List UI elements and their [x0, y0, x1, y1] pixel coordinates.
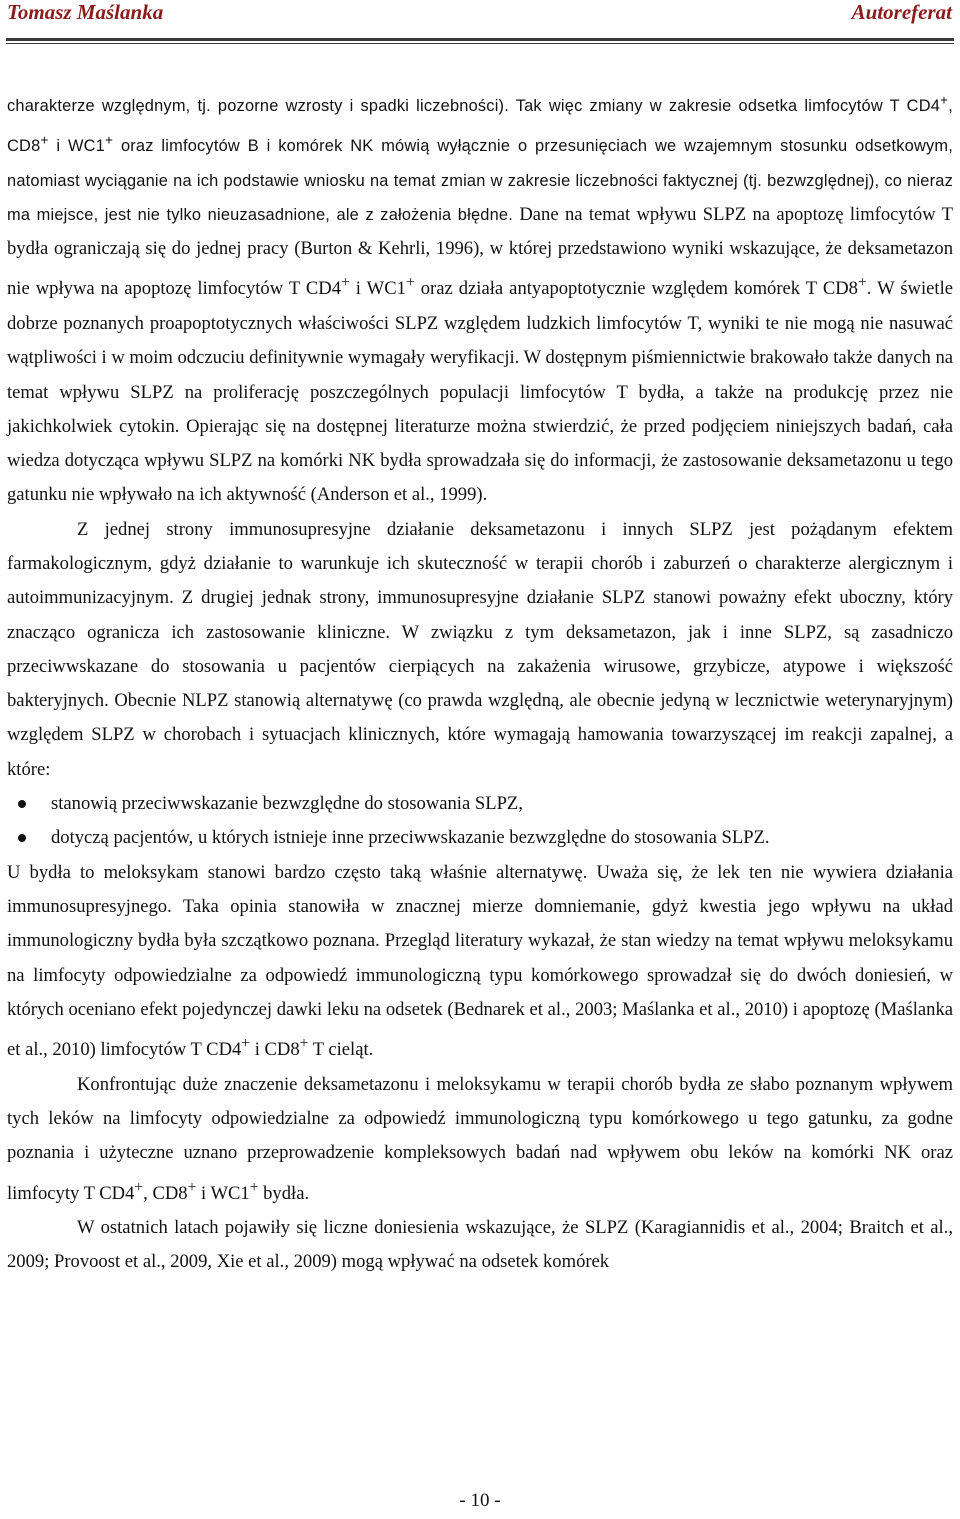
paragraph-2: Z jednej strony immunosupresyjne działanie deksametazonu i innych SLPZ jest pożądanym efektem farmakologicznym, gdyż działanie to warunkuje ich skuteczność w terapii chorób i zaburzeń o charakterze alergicznym i autoimmunizacyjnym. Z drugiej jednak strony, immunosupresyjne działanie SLPZ stanowi poważny efekt uboczny, który znacząco ogranicza ich zastosowanie kliniczne. W związku z tym deksametazon, jak i inne SLPZ, są zasadniczo przeciwwskazane do stosowania u pacjentów cierpiących na zakażenia wirusowe, grzybicze, atypowe i większość bakteryjnych. Obecnie NLPZ stanowią alternatywę (co prawda względną, ale obecnie jedyną w lecznictwie weterynaryjnym) względem SLPZ w chorobach i sytuacjach klinicznych, które wymagają hamowania towarzyszącej im reakcji zapalnej, a które: [7, 518, 953, 780]
paragraph-4 [7, 1068, 953, 1211]
text-run: i CD8 [250, 1039, 300, 1061]
text-run: oraz limfocytów B i komórek NK mówią wyłącznie o przesunięciach we wzajemnym stosunku odsetkowym, natomiast wyciąganie na ich podstawie wniosku na temat zmian w zakresie liczebności faktycznej (tj. bezwzględnej), co nieraz ma miejsce, jest nie tylko nieuzasadnione, ale z założenia błędne. [7, 137, 953, 224]
header-rule [6, 38, 954, 41]
superscript: + [241, 1035, 251, 1053]
header-document-title: Autoreferat [851, 0, 952, 24]
list-item [7, 787, 953, 821]
text-run: i WC1 [349, 278, 406, 300]
superscript: + [405, 274, 415, 292]
header-author: Tomasz Maślanka [7, 0, 164, 24]
document-body [7, 84, 953, 1280]
paragraph-5: W ostatnich latach pojawiły się liczne doniesienia wskazujące, że SLPZ (Karagiannidis et al., 2004; Braitch et al., 2009; Provoost et al., 2009, Xie et al., 2009) mogą wpływać na odsetek komórek [7, 1217, 953, 1273]
text-run: T cieląt. [308, 1039, 374, 1061]
text-run: . W świetle dobrze poznanych proapoptotycznych właściwości SLPZ względem ludzkich limfocytów T, wyniki te nie mogą nie nasuwać wątpliwości i w moim odczuciu definitywnie wymagały weryfikacji. W dostępnym piśmiennictwie brakowało także danych na temat wpływu SLPZ na proliferację poszczególnych populacji limfocytów T bydła, a także na produkcję przez nie jakichkolwiek cytokin. Opierając się na dostępnej literaturze można stwierdzić, że przed podjęciem niniejszych badań, cała wiedza dotycząca wpływu SLPZ na komórki NK bydła sprowadzała się do informacji, że zastosowanie deksametazonu u tego gatunku nie wpływało na ich aktywność (Anderson et al., 1999). [7, 278, 953, 506]
text-run: charakterze względnym, tj. pozorne wzrosty i spadki liczebności). Tak więc zmiany w zakresie odsetka limfocytów T CD4 [7, 97, 941, 116]
superscript: + [40, 132, 49, 148]
header-rule-thin [6, 43, 954, 44]
text-run: Dane na temat wpływu SLPZ na apoptozę limfocytów T bydła ograniczają się do jednej pracy (Burton & Kehrli, 1996), w której przedstawiono wyniki wskazujące, że deksametazon nie wpływa na apoptozę limfocytów T CD4 [7, 203, 953, 300]
superscript: + [299, 1035, 309, 1053]
text-run: i WC1 [48, 137, 105, 156]
superscript: + [105, 132, 114, 148]
superscript: + [940, 93, 949, 108]
page-header [0, 0, 960, 36]
text-run: U bydła to meloksykam stanowi bardzo często taką właśnie alternatywę. Uważa się, że lek ten nie wywiera działania immunosupresyjnego. Taka opinia stanowiła w znacznej mierze domniemanie, gdyż kwestia jego wpływu na układ immunologiczny bydła była szczątkowo poznana. Przegląd literatury wykazał, że stan wiedzy na temat wpływu meloksykamu na limfocyty odpowiedzialne za odpowiedź immunologiczną typu komórkowego sprowadzał się do dwóch doniesień, w których oceniano efekt pojedynczej dawki leku na odsetek (Bednarek et al., 2003; Maślanka et al., 2010) i apoptozę (Maślanka et al., 2010) limfocytów T CD4 [7, 861, 953, 1061]
list-item-text: stanowią przeciwwskazanie bezwzględne do stosowania SLPZ, [51, 793, 523, 815]
superscript: + [134, 1178, 144, 1196]
text-run: oraz działa antyapoptotycznie względem komórek T CD8 [414, 278, 858, 300]
bullet-list [7, 787, 953, 856]
page-number: - 10 - [459, 1490, 501, 1511]
paragraph-3 [7, 856, 953, 1068]
text-run: , CD8 [7, 97, 953, 156]
paragraph-1 [7, 84, 953, 513]
superscript: + [341, 274, 350, 292]
text-run: bydła. [258, 1182, 310, 1204]
bullet-icon [18, 800, 26, 808]
bullet-icon [18, 834, 26, 842]
text-run: i WC1 [196, 1182, 250, 1204]
superscript: + [249, 1178, 259, 1196]
list-item-text: dotyczą pacjentów, u których istnieje inne przeciwwskazanie bezwzględne do stosowania SLPZ. [51, 827, 770, 849]
text-run: , CD8 [143, 1182, 188, 1204]
list-item [7, 821, 953, 855]
superscript: + [857, 274, 867, 292]
text-run: Konfrontując duże znaczenie deksametazonu i meloksykamu w terapii chorób bydła ze słabo poznanym wpływem tych leków na limfocyty odpowiedzialne za odpowiedź immunologiczną typu komórkowego u tego gatunku, za godne poznania i użyteczne uznano przeprowadzenie kompleksowych badań nad wpływem obu leków na komórki NK oraz limfocyty T CD4 [7, 1073, 953, 1204]
superscript: + [187, 1178, 197, 1196]
